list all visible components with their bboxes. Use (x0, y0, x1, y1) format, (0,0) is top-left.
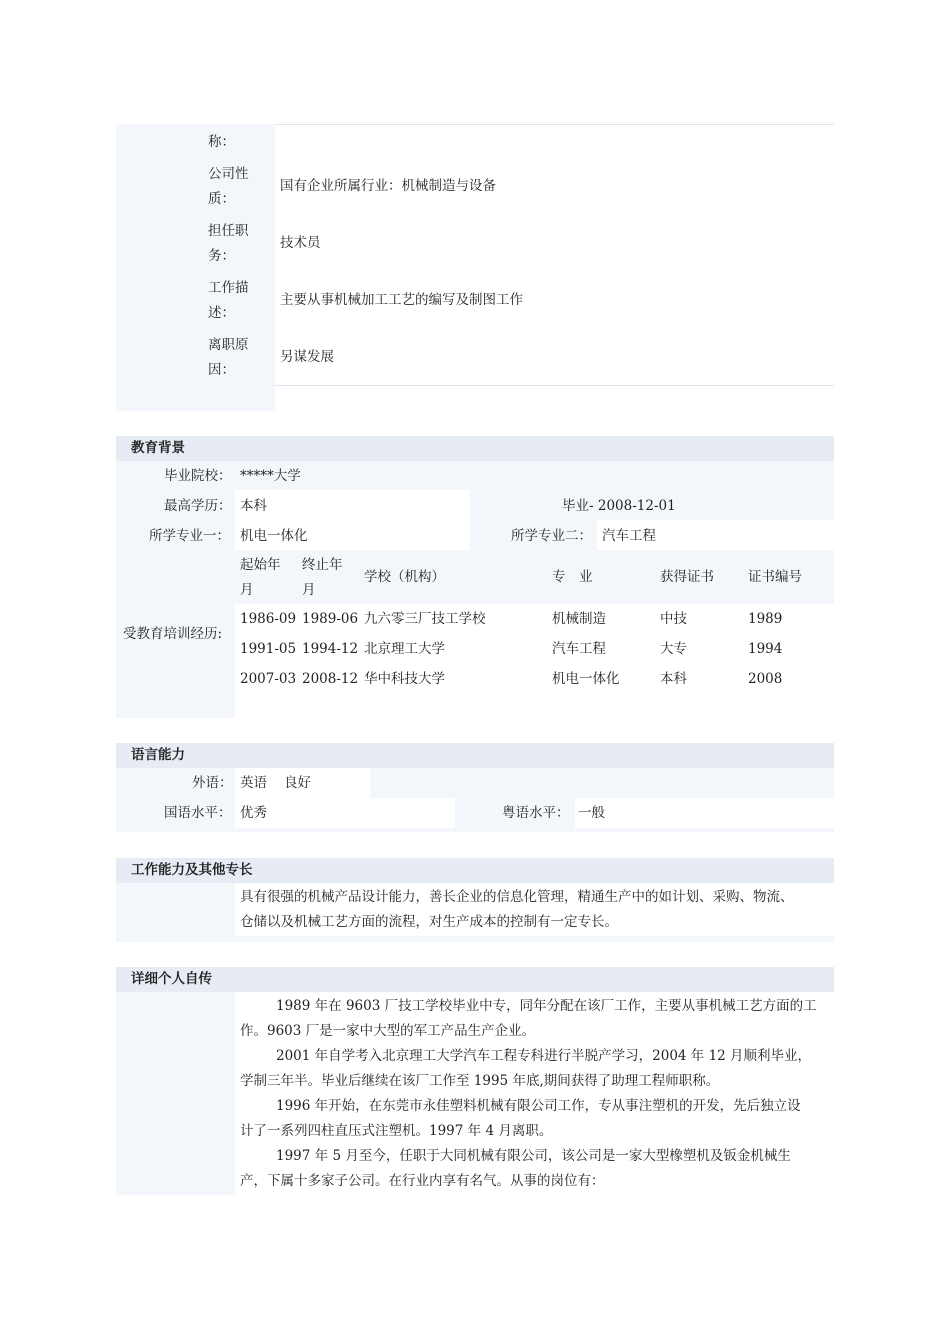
cell-major: 机电一体化 (552, 671, 620, 687)
job-desc-label: 工作描 (208, 280, 249, 296)
skills-bottom-pad (116, 936, 834, 942)
school-label: 毕业院校： (164, 468, 232, 484)
col-start-header: 起始年 (240, 557, 281, 573)
major2-value: 汽车工程 (602, 528, 656, 544)
cell-cert: 中技 (660, 611, 687, 627)
education-school-row (235, 461, 834, 490)
cell-cert: 本科 (660, 671, 687, 687)
foreign-language-label: 外语： (192, 775, 233, 791)
cell-school: 北京理工大学 (364, 641, 445, 657)
degree-label: 最高学历： (164, 498, 232, 514)
skills-header: 工作能力及其他专长 (131, 862, 253, 878)
position-value: 技术员 (280, 235, 321, 251)
leave-reason-label: 因： (208, 362, 235, 378)
major1-label: 所学专业一： (149, 528, 230, 544)
education-header: 教育背景 (131, 440, 185, 456)
bio-paragraph-line: 2001 年自学考入北京理工大学汽车工程专科进行半脱产学习，2004 年 12 月顺利毕业， (276, 1048, 812, 1064)
cell-school: 九六零三厂技工学校 (364, 611, 486, 627)
bio-header: 详细个人自传 (131, 971, 212, 987)
bio-paragraph-line: 计了一系列四柱直压式注塑机。1997 年 4 月离职。 (240, 1123, 553, 1139)
cell-major: 机械制造 (552, 611, 606, 627)
cell-end: 1989-06 (302, 611, 359, 627)
mandarin-label: 国语水平： (164, 805, 232, 821)
language-bottom-pad (116, 828, 834, 832)
col-major-header: 专 业 (552, 569, 593, 585)
language-header-bar (116, 743, 834, 768)
bio-paragraph-line: 作。9603 厂是一家中大型的军工产品生产企业。 (240, 1023, 536, 1039)
graduation-date: 毕业- 2008-12-01 (562, 498, 676, 514)
language-header: 语言能力 (131, 747, 185, 763)
col-cert-no-header: 证书编号 (748, 569, 802, 585)
education-header-bar (116, 436, 834, 461)
bio-paragraph-line: 产，下属十多家子公司。在行业内享有名气。从事的岗位有： (240, 1173, 605, 1189)
company-type-label: 公司性 (208, 166, 249, 182)
mandarin-value: 优秀 (240, 805, 267, 821)
leave-reason-label: 离职原 (208, 337, 249, 353)
bio-paragraph-line: 1997 年 5 月至今，任职于大同机械有限公司，该公司是一家大型橡塑机及钣金机械生 (276, 1148, 791, 1164)
job-desc-label: 述： (208, 305, 235, 321)
job-desc-value: 主要从事机械加工工艺的编写及制图工作 (280, 292, 523, 308)
company-type-label: 质： (208, 191, 235, 207)
cell-start: 2007-03 (240, 671, 297, 687)
cantonese-value: 一般 (578, 805, 605, 821)
cell-start: 1986-09 (240, 611, 297, 627)
leave-reason-value: 另谋发展 (280, 349, 334, 365)
company-type-value: 国有企业所属行业：机械制造与设备 (280, 178, 496, 194)
col-end-header: 终止年 (302, 557, 343, 573)
bio-label-column (116, 992, 235, 1195)
skills-label-column (116, 883, 235, 940)
col-cert-header: 获得证书 (660, 569, 714, 585)
cell-end: 1994-12 (302, 641, 359, 657)
bio-paragraph-line: 1996 年开始，在东莞市永佳塑料机械有限公司工作，专从事注塑机的开发，先后独立设 (276, 1098, 801, 1114)
cell-cert-no: 1989 (748, 611, 783, 627)
position-label: 务： (208, 248, 235, 264)
cell-end: 2008-12 (302, 671, 359, 687)
foreign-language-value: 英语 (240, 775, 267, 791)
col-start-header: 月 (240, 582, 254, 598)
col-end-header: 月 (302, 582, 316, 598)
cell-cert-no: 1994 (748, 641, 783, 657)
school-value: *****大学 (240, 468, 301, 484)
cell-school: 华中科技大学 (364, 671, 445, 687)
degree-value: 本科 (240, 498, 267, 514)
skills-text-line: 仓储以及机械工艺方面的流程，对生产成本的控制有一定专长。 (240, 914, 618, 930)
work-divider-top (275, 124, 834, 125)
cell-cert-no: 2008 (748, 671, 783, 687)
cantonese-label: 粤语水平： (502, 805, 570, 821)
bio-paragraph-line: 学制三年半。毕业后继续在该厂工作至 1995 年底,期间获得了助理工程师职称。 (240, 1073, 720, 1089)
skills-text-line: 具有很强的机械产品设计能力，善长企业的信息化管理，精通生产中的如计划、采购、物流、 (240, 889, 794, 905)
cell-start: 1991-05 (240, 641, 297, 657)
position-label: 担任职 (208, 223, 249, 239)
major1-value: 机电一体化 (240, 528, 308, 544)
major2-label: 所学专业二： (511, 528, 592, 544)
foreign-language-level: 良好 (284, 775, 311, 791)
training-label: 受教育培训经历: (123, 626, 223, 642)
bio-header-bar (116, 967, 834, 992)
work-left-column (116, 124, 202, 411)
work-divider-bottom (275, 385, 834, 386)
cell-major: 汽车工程 (552, 641, 606, 657)
bio-paragraph-line: 1989 年在 9603 厂技工学校毕业中专，同年分配在该厂工作，主要从事机械工艺方面的工 (276, 998, 817, 1014)
col-school-header: 学校（机构） (364, 569, 445, 585)
cell-cert: 大专 (660, 641, 687, 657)
company-name-label: 称： (208, 134, 235, 150)
